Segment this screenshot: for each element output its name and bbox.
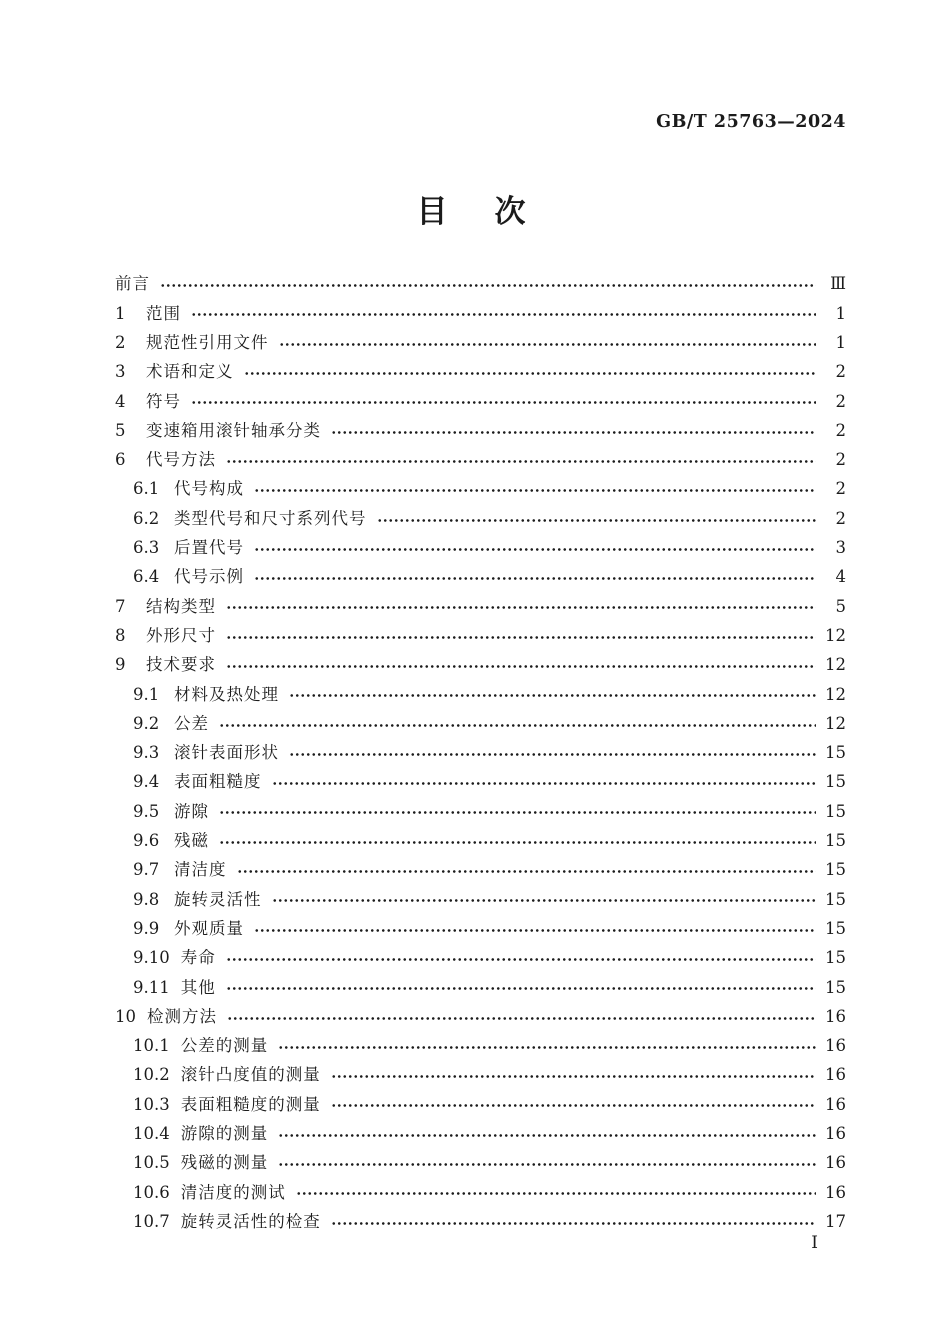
- dot-leader-icon: [160, 279, 816, 292]
- toc-entry-number: 2: [115, 332, 126, 352]
- toc-entry-number: 5: [115, 420, 126, 440]
- toc-entry-label: 变速箱用滚针轴承分类: [146, 420, 321, 440]
- dot-leader-icon: [289, 689, 816, 702]
- toc-entry: [115, 446, 846, 475]
- dot-leader-icon: [237, 865, 817, 878]
- dot-leader-icon: [219, 719, 816, 732]
- toc-entry-page: 15: [825, 860, 846, 880]
- toc-entry-label: 游隙: [174, 801, 209, 821]
- toc-entry-number: 9.8: [133, 889, 160, 909]
- toc-entry-label: 类型代号和尺寸系列代号: [174, 508, 367, 528]
- toc-entry-label: 结构类型: [146, 596, 216, 616]
- toc-entry-label: 检测方法: [147, 1006, 217, 1026]
- toc-entry: [115, 856, 846, 885]
- toc-entry-number: 6: [115, 450, 126, 470]
- toc-entry-page: 3: [835, 538, 846, 558]
- toc-entry-number: 10.5: [133, 1153, 170, 1173]
- page-title: 目 次: [416, 194, 534, 230]
- toc-entry-number: 6.4: [133, 567, 160, 587]
- toc-entry-page: 1: [835, 303, 846, 323]
- toc-entry-label: 外观质量: [174, 918, 244, 938]
- toc-entry-number: 6.2: [133, 508, 160, 528]
- toc-entry: [115, 475, 846, 504]
- toc-entry: [115, 768, 846, 797]
- toc-entry-label: 寿命: [180, 948, 216, 968]
- toc-entry-label: 代号构成: [174, 479, 244, 499]
- dot-leader-icon: [227, 1012, 816, 1025]
- toc-entry: [115, 797, 846, 826]
- toc-entry: [115, 1120, 846, 1149]
- toc-entry-page: 16: [825, 1094, 846, 1114]
- dot-leader-icon: [226, 455, 816, 468]
- toc-entry: [115, 1061, 846, 1090]
- toc-entry: [115, 329, 846, 358]
- toc-entry: [115, 651, 846, 680]
- dot-leader-icon: [331, 1070, 816, 1083]
- toc-entry-number: 10.3: [133, 1094, 170, 1114]
- dot-leader-icon: [279, 338, 817, 351]
- dot-leader-icon: [226, 660, 816, 673]
- toc-entry-page: 2: [835, 420, 846, 440]
- toc-entry-number: 9.6: [133, 831, 160, 851]
- toc-entry-label: 清洁度的测试: [180, 1182, 286, 1202]
- toc-entry-page: 15: [825, 831, 846, 851]
- toc-entry: [115, 973, 846, 1002]
- toc-entry: [115, 270, 846, 299]
- toc-entry-page: 16: [825, 1124, 846, 1143]
- toc-entry-number: 9.7: [133, 860, 160, 880]
- toc-entry-number: 9.5: [133, 801, 160, 821]
- toc-entry: [115, 944, 846, 973]
- toc-entry: [115, 358, 846, 387]
- dot-leader-icon: [377, 514, 817, 527]
- toc-entry-page: 16: [825, 1153, 846, 1173]
- toc-entry: [115, 1032, 846, 1061]
- dot-leader-icon: [254, 572, 816, 585]
- dot-leader-icon: [219, 806, 816, 819]
- toc-entry-number: 9.10: [133, 948, 170, 968]
- toc-entry-number: 9.3: [133, 743, 160, 763]
- toc-entry-number: 10.6: [133, 1182, 170, 1202]
- toc-entry-page: 15: [825, 977, 846, 997]
- toc-entry: [115, 885, 846, 914]
- toc-entry-page: 2: [835, 391, 846, 411]
- dot-leader-icon: [244, 367, 817, 380]
- toc-entry-page: 5: [835, 596, 846, 616]
- toc-entry: [115, 563, 846, 592]
- dot-leader-icon: [296, 1187, 816, 1200]
- toc-entry: [115, 680, 846, 709]
- toc-entry-label: 滚针表面形状: [174, 743, 279, 763]
- toc-entry-number: 4: [115, 391, 126, 411]
- toc-entry-number: 6.1: [133, 479, 160, 499]
- toc-entry-page: Ⅲ: [830, 274, 846, 294]
- dot-leader-icon: [191, 396, 816, 409]
- toc-entry-page: 15: [825, 801, 846, 821]
- toc-entry-label: 范围: [146, 303, 181, 323]
- dot-leader-icon: [254, 543, 816, 556]
- dot-leader-icon: [254, 484, 816, 497]
- toc-entry-label: 表面粗糙度: [174, 772, 262, 792]
- dot-leader-icon: [226, 953, 816, 966]
- toc-entry-label: 前言: [115, 274, 150, 294]
- toc-entry-page: 17: [825, 1211, 846, 1231]
- toc-entry-number: 8: [115, 625, 126, 645]
- toc-entry-label: 残磁的测量: [180, 1153, 269, 1173]
- toc-entry-label: 代号方法: [146, 450, 216, 470]
- dot-leader-icon: [331, 1099, 816, 1112]
- dot-leader-icon: [331, 1217, 816, 1230]
- toc-list: [115, 270, 846, 1237]
- toc-entry-label: 公差的测量: [180, 1036, 269, 1056]
- dot-leader-icon: [226, 601, 816, 614]
- toc-entry: [115, 592, 846, 621]
- toc-entry-label: 代号示例: [174, 567, 244, 587]
- toc-entry-label: 技术要求: [146, 655, 216, 675]
- dot-leader-icon: [226, 982, 816, 995]
- toc-entry-label: 后置代号: [174, 538, 244, 558]
- toc-entry-number: 10.2: [133, 1065, 170, 1085]
- dot-leader-icon: [191, 308, 816, 321]
- toc-entry: [115, 915, 846, 944]
- toc-entry-page: 12: [825, 684, 846, 704]
- toc-entry-page: 12: [825, 625, 846, 645]
- toc-entry-page: 2: [835, 362, 846, 382]
- toc-entry: [115, 1178, 846, 1207]
- toc-entry-page: 2: [835, 450, 846, 470]
- dot-leader-icon: [219, 836, 816, 849]
- toc-entry-page: 15: [825, 918, 846, 938]
- toc-entry-label: 其他: [180, 977, 216, 997]
- toc-entry-number: 9.4: [133, 772, 160, 792]
- dot-leader-icon: [278, 1129, 816, 1142]
- dot-leader-icon: [331, 426, 816, 439]
- toc-entry-label: 游隙的测量: [180, 1124, 269, 1143]
- toc-entry-label: 表面粗糙度的测量: [180, 1094, 321, 1114]
- toc-entry-page: 4: [835, 567, 846, 587]
- dot-leader-icon: [254, 924, 816, 937]
- toc-entry-page: 16: [825, 1036, 846, 1056]
- toc-entry-page: 12: [825, 655, 846, 675]
- toc-entry: [115, 709, 846, 738]
- toc-entry-label: 符号: [146, 391, 181, 411]
- dot-leader-icon: [272, 894, 817, 907]
- dot-leader-icon: [226, 631, 816, 644]
- toc-entry-number: 10.1: [133, 1036, 170, 1056]
- toc-entry: [115, 387, 846, 416]
- toc-entry-page: 12: [825, 713, 846, 733]
- toc-entry: [115, 534, 846, 563]
- toc-entry: [115, 1090, 846, 1119]
- toc-entry-page: 16: [825, 1182, 846, 1202]
- page-number-footer: Ⅰ: [811, 1233, 818, 1253]
- toc-entry-label: 滚针凸度值的测量: [180, 1065, 321, 1085]
- dot-leader-icon: [278, 1158, 816, 1171]
- toc-entry-page: 1: [835, 332, 846, 352]
- toc-entry-page: 2: [835, 508, 846, 528]
- toc-entry: [115, 827, 846, 856]
- toc-entry-number: 1: [115, 303, 126, 323]
- toc-entry: [115, 1208, 846, 1237]
- toc-entry: [115, 622, 846, 651]
- toc-entry-label: 旋转灵活性: [174, 889, 262, 909]
- toc-entry-label: 公差: [174, 713, 209, 733]
- toc-entry-number: 10.4: [133, 1124, 170, 1143]
- toc-entry-number: 10.7: [133, 1211, 170, 1231]
- toc-entry-number: 6.3: [133, 538, 160, 558]
- document-number: GB/T 25763—2024: [656, 112, 846, 132]
- toc-entry-number: 10: [115, 1006, 136, 1026]
- toc-entry-number: 3: [115, 362, 126, 382]
- toc-entry-label: 术语和定义: [146, 362, 234, 382]
- toc-entry-page: 15: [825, 889, 846, 909]
- toc-entry-number: 9.9: [133, 918, 160, 938]
- dot-leader-icon: [272, 777, 817, 790]
- toc-entry-page: 16: [825, 1006, 846, 1026]
- toc-entry-number: 9: [115, 655, 126, 675]
- dot-leader-icon: [278, 1041, 816, 1054]
- dot-leader-icon: [289, 748, 816, 761]
- toc-entry-page: 16: [825, 1065, 846, 1085]
- toc-entry: [115, 299, 846, 328]
- toc-entry-label: 材料及热处理: [174, 684, 279, 704]
- toc-entry-page: 15: [825, 772, 846, 792]
- toc-entry-number: 9.1: [133, 684, 160, 704]
- toc-entry: [115, 1002, 846, 1031]
- toc-entry-number: 9.11: [133, 977, 170, 997]
- toc-entry-page: 15: [825, 743, 846, 763]
- toc-entry-label: 残磁: [174, 831, 209, 851]
- toc-entry-label: 规范性引用文件: [146, 332, 269, 352]
- toc-entry-number: 7: [115, 596, 126, 616]
- toc-entry: [115, 1149, 846, 1178]
- toc-entry-page: 2: [835, 479, 846, 499]
- toc-entry-label: 旋转灵活性的检查: [180, 1211, 321, 1231]
- toc-entry-page: 15: [825, 948, 846, 968]
- toc-entry-label: 清洁度: [174, 860, 227, 880]
- toc-entry-number: 9.2: [133, 713, 160, 733]
- toc-entry: [115, 504, 846, 533]
- toc-entry: [115, 739, 846, 768]
- toc-entry: [115, 416, 846, 445]
- toc-entry-label: 外形尺寸: [146, 625, 216, 645]
